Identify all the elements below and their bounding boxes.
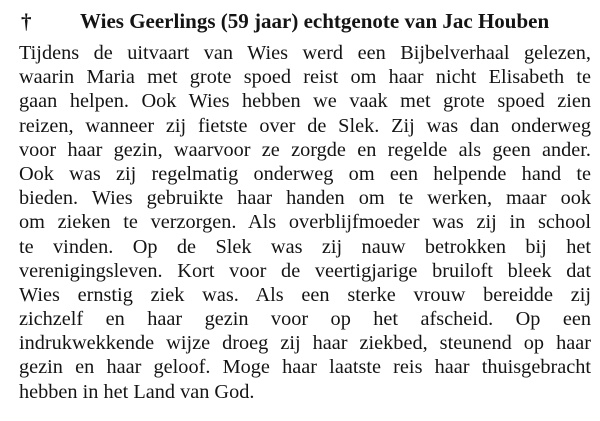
- text-line: hebben in het Land van God.: [19, 380, 255, 403]
- text-line: voor haar gezin, waarvoor ze zorgde en regelde als geen ander.: [19, 138, 591, 161]
- text-line: Wies ernstig ziek was. Als een sterke vrouw bereidde zij: [19, 283, 591, 306]
- text-line: reizen, wanneer zij fietste over de Slek. Zij was dan onderweg: [19, 114, 591, 137]
- text-line: waarin Maria met grote spoed reist om haar nicht Elisabeth te: [19, 66, 591, 89]
- obituary-body: [19, 41, 591, 404]
- text-line: om zieken te verzorgen. Als overblijfmoeder was zij in school: [19, 211, 591, 234]
- text-line: verenigingsleven. Kort voor de veertigjarige bruiloft bleek dat: [19, 259, 591, 282]
- obituary-header: [0, 6, 600, 36]
- text-line: te vinden. Op de Slek was zij nauw betrokken bij het: [19, 235, 591, 258]
- text-line: Ook was zij regelmatig onderweg om een helpende hand te: [19, 162, 591, 185]
- obituary-title: Wies Geerlings (59 jaar) echtgenote van Jac Houben: [80, 9, 550, 33]
- text-line: gezin en haar geloof. Moge haar laatste reis haar thuisgebracht: [19, 356, 591, 379]
- text-line: zichzelf en haar gezin voor op het afscheid. Op een: [19, 308, 591, 331]
- text-line: indrukwekkende wijze droeg zij haar ziekbed, steunend op haar: [19, 332, 591, 355]
- cross-icon: †: [21, 9, 32, 33]
- text-line: gaan helpen. Ook Wies hebben we vaak met grote spoed zien: [19, 90, 591, 113]
- text-line: bieden. Wies gebruikte haar handen om te werken, maar ook: [19, 187, 591, 210]
- text-line: Tijdens de uitvaart van Wies werd een Bijbelverhaal gelezen,: [19, 42, 591, 64]
